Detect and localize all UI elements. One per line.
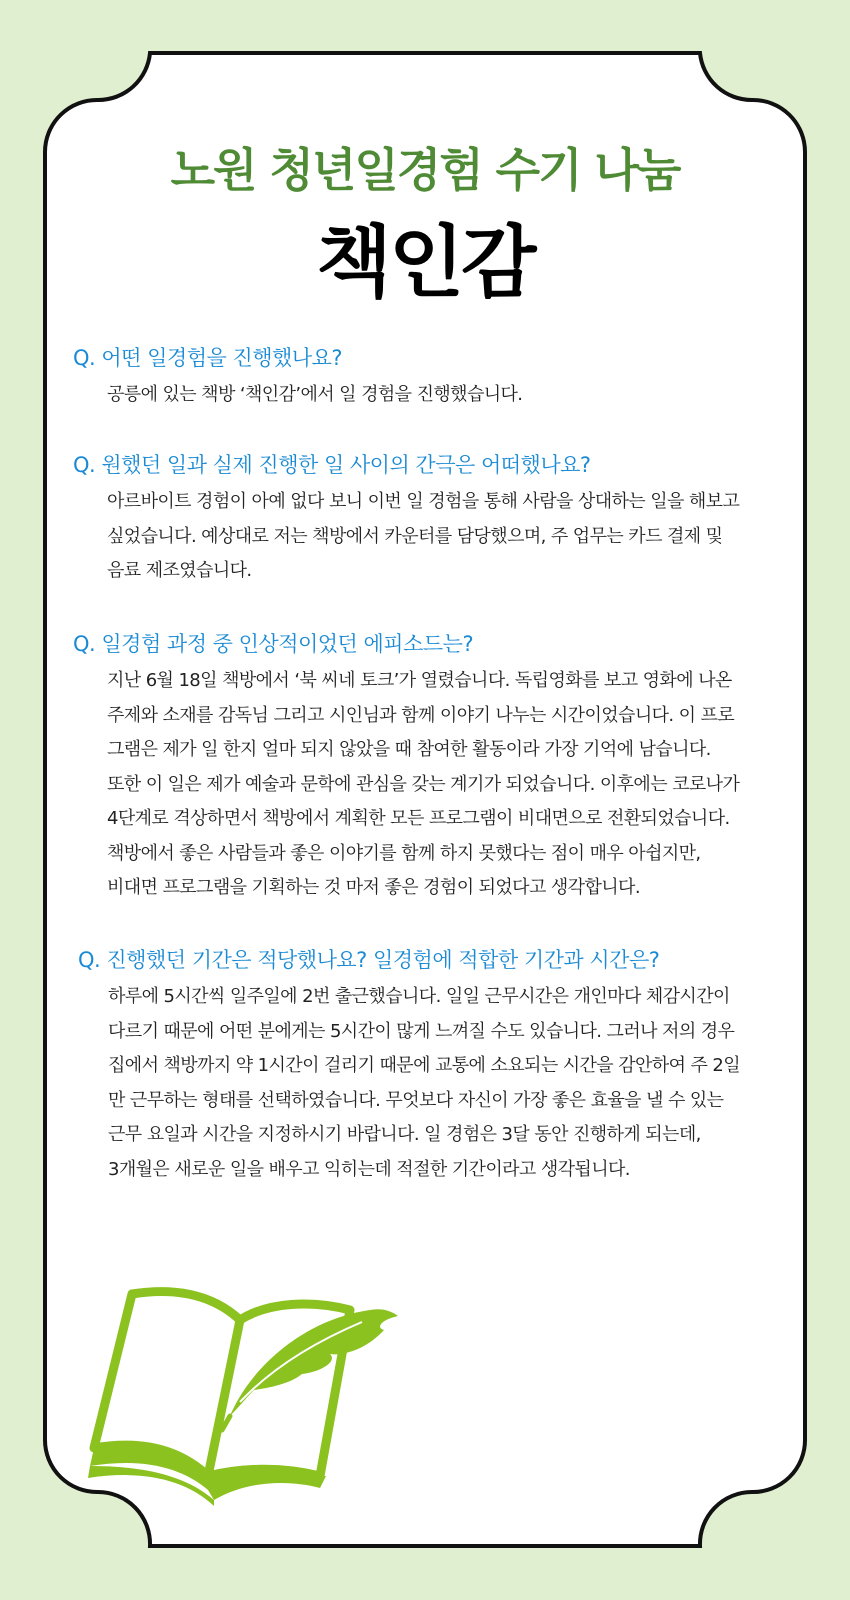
question-1: Q. 어떤 일경험을 진행했나요? bbox=[73, 346, 343, 370]
answer-3-line: 주제와 소재를 감독님 그리고 시인님과 함께 이야기 나누는 시간이었습니다. 이 프로 bbox=[107, 704, 735, 726]
answer-4-line: 다르기 때문에 어떤 분에게는 5시간이 많게 느껴질 수도 있습니다. 그러나 저의 경우 bbox=[108, 1020, 735, 1042]
answer-3-line: 그램은 제가 일 한지 얼마 되지 않았을 때 참여한 활동이라 가장 기억에 남습니다. bbox=[107, 739, 711, 760]
question-3: Q. 일경험 과정 중 인상적이었던 에피소드는? bbox=[73, 632, 474, 656]
answer-4-line: 집에서 책방까지 약 1시간이 걸리기 때문에 교통에 소요되는 시간을 감안하여 주 2일 bbox=[108, 1055, 741, 1076]
answer-1-line: 공릉에 있는 책방 ‘책인감’에서 일 경험을 진행했습니다. bbox=[107, 384, 523, 405]
answer-3-line: 또한 이 일은 제가 예술과 문학에 관심을 갖는 계기가 되었습니다. 이후에는 코로나가 bbox=[107, 773, 740, 795]
answer-2-line: 아르바이트 경험이 아예 없다 보니 이번 일 경험을 통해 사람을 상대하는 일을 해보고 bbox=[107, 491, 740, 512]
answer-3-line: 비대면 프로그램을 기획하는 것 마저 좋은 경험이 되었다고 생각합니다. bbox=[107, 877, 640, 898]
qa-section-4 bbox=[78, 946, 778, 1187]
answer-3-line: 4단계로 격상하면서 책방에서 계획한 모든 프로그램이 비대면으로 전환되었습니다. bbox=[107, 808, 730, 829]
answer-4-line: 만 근무하는 형태를 선택하였습니다. 무엇보다 자신이 가장 좋은 효율을 낼 수 있는 bbox=[108, 1089, 724, 1111]
book-quill-icon bbox=[80, 1280, 440, 1540]
answer-3-line: 책방에서 좋은 사람들과 좋은 이야기를 함께 하지 못했다는 점이 매우 아쉽지만, bbox=[107, 842, 701, 864]
answer-2-line: 음료 제조였습니다. bbox=[107, 560, 252, 581]
qa-section-2 bbox=[73, 451, 773, 589]
answer-4-line: 근무 요일과 시간을 지정하시기 바랍니다. 일 경험은 3달 동안 진행하게 되는데, bbox=[108, 1124, 701, 1145]
qa-section-1 bbox=[73, 344, 773, 413]
answer-2-line: 싶었습니다. 예상대로 저는 책방에서 카운터를 담당했으며, 주 업무는 카드 결제 및 bbox=[107, 525, 723, 547]
answer-3-line: 지난 6월 18일 책방에서 ‘북 씨네 토크’가 열렸습니다. 독립영화를 보고 영화에 나온 bbox=[107, 670, 732, 691]
page-subtitle: 노원 청년일경험 수기 나눔 bbox=[170, 143, 680, 197]
answer-4-line: 하루에 5시간씩 일주일에 2번 출근했습니다. 일일 근무시간은 개인마다 체감시간이 bbox=[108, 986, 730, 1007]
page-title: 책인감 bbox=[316, 218, 534, 308]
question-2: Q. 원했던 일과 실제 진행한 일 사이의 간극은 어떠했나요? bbox=[73, 453, 591, 477]
answer-4-line: 3개월은 새로운 일을 배우고 익히는데 적절한 기간이라고 생각됩니다. bbox=[108, 1158, 630, 1180]
question-4: Q. 진행했던 기간은 적당했나요? 일경험에 적합한 기간과 시간은? bbox=[78, 948, 660, 972]
qa-section-3 bbox=[73, 630, 773, 906]
